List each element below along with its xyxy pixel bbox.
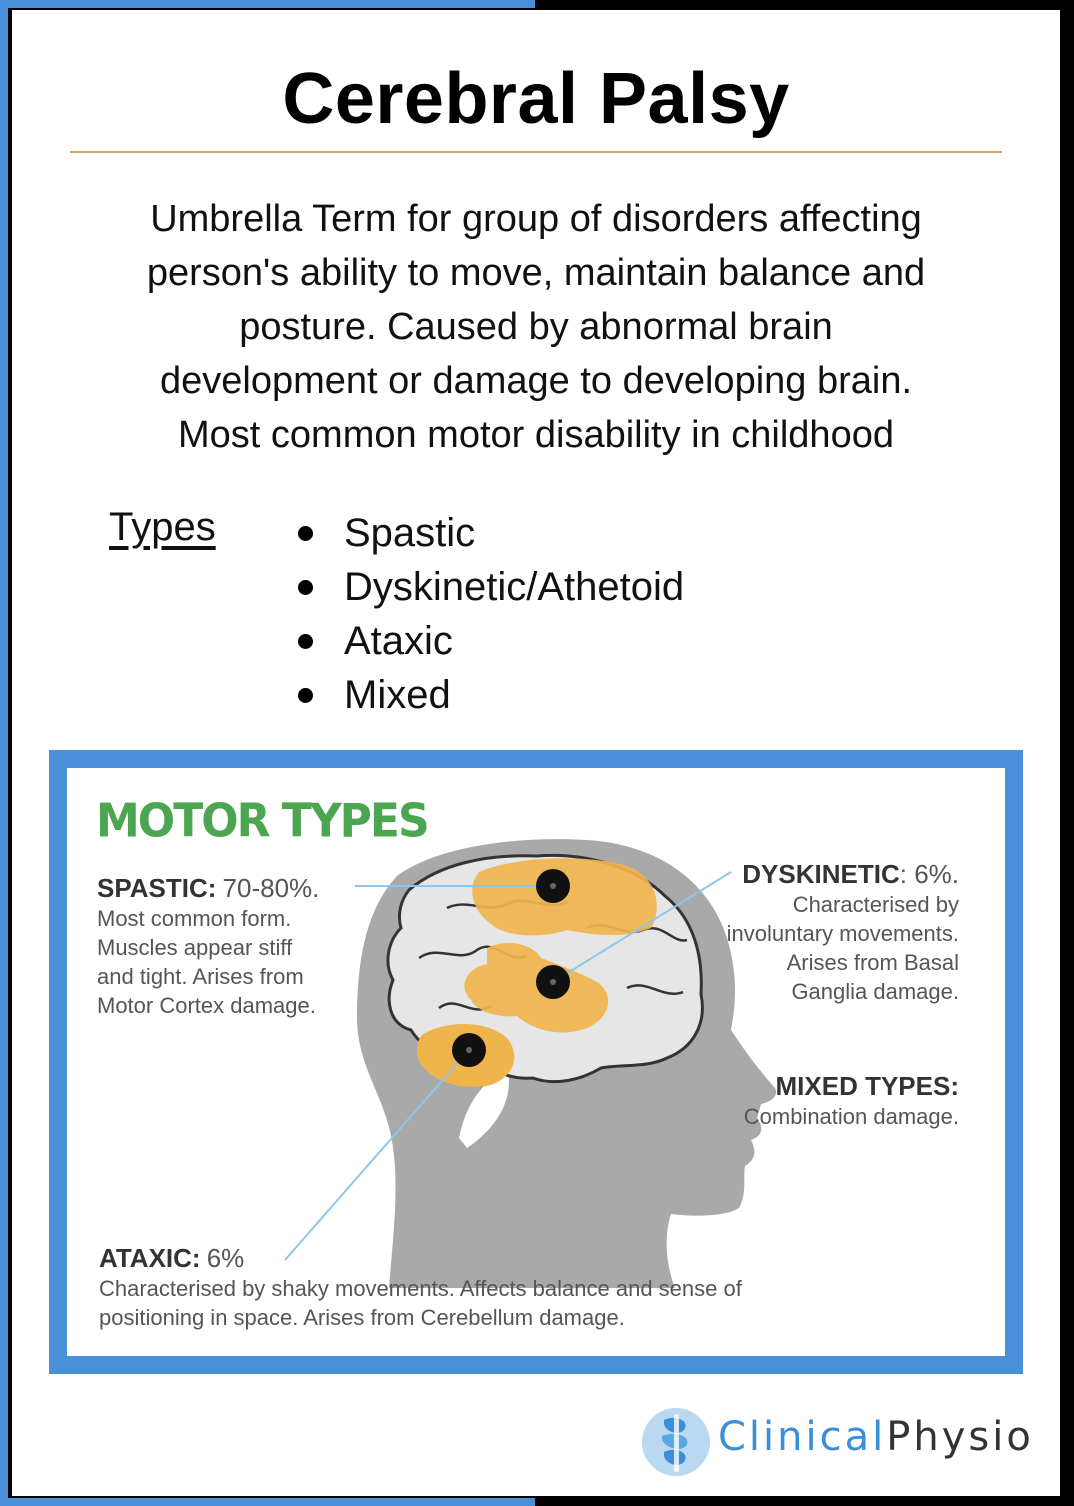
- bullet-icon: [298, 526, 313, 541]
- title-divider: [70, 151, 1002, 153]
- description-line: Umbrella Term for group of disorders affecting: [150, 198, 922, 240]
- type-label: Dyskinetic/Athetoid: [344, 565, 685, 609]
- logo-text-physio: Physio: [886, 1414, 1034, 1460]
- page-title: Cerebral Palsy: [282, 59, 790, 139]
- bullet-icon: [298, 634, 313, 649]
- info-card: [12, 10, 1060, 1496]
- types-list-item: [294, 614, 684, 668]
- ataxic-name: ATAXIC:: [99, 1243, 201, 1273]
- mixed-desc-line: Combination damage.: [743, 1104, 959, 1129]
- ataxic-marker-dot: [466, 1047, 472, 1053]
- dyskinetic-desc-line: Arises from Basal: [786, 950, 959, 975]
- dyskinetic-desc-line: Characterised by: [792, 892, 959, 917]
- frame-accent-top: [0, 0, 535, 8]
- types-list: [294, 506, 684, 722]
- logo-wordmark: [718, 1414, 1034, 1460]
- types-list-item: [294, 560, 684, 614]
- spastic-name: SPASTIC:: [97, 873, 217, 903]
- description: [52, 192, 1020, 462]
- dyskinetic-name: DYSKINETIC: [742, 859, 900, 889]
- mixed-name: MIXED TYPES:: [775, 1071, 959, 1101]
- spastic-percent: 70-80%.: [222, 873, 320, 903]
- types-heading: Types: [109, 505, 216, 549]
- dyskinetic-percent: : 6%.: [899, 859, 959, 889]
- dyskinetic-desc-line: involuntary movements.: [726, 921, 959, 946]
- spastic-desc-line: Most common form.: [97, 906, 292, 931]
- types-list-item: [294, 506, 684, 560]
- motor-types-title: MOTOR TYPES: [96, 794, 428, 849]
- motor-types-inner: [67, 768, 1005, 1356]
- spastic-marker-dot: [550, 883, 556, 889]
- type-label: Spastic: [344, 511, 476, 555]
- frame-accent-left: [0, 0, 8, 1506]
- spastic-label: [97, 874, 357, 1020]
- description-line: development or damage to developing brain.: [159, 360, 913, 402]
- spastic-desc-line: Motor Cortex damage.: [97, 993, 316, 1018]
- dyskinetic-desc-line: Ganglia damage.: [791, 979, 959, 1004]
- clinical-physio-logo: [638, 1402, 1058, 1482]
- ataxic-desc-line: positioning in space. Arises from Cerebellum damage.: [99, 1305, 625, 1330]
- dyskinetic-marker-dot: [550, 979, 556, 985]
- motor-types-panel: [49, 750, 1023, 1374]
- spastic-desc-line: and tight. Arises from: [97, 964, 304, 989]
- mixed-label: [697, 1072, 959, 1131]
- bullet-icon: [298, 580, 313, 595]
- spastic-desc-line: Muscles appear stiff: [97, 935, 293, 960]
- frame-accent-bottom: [0, 1498, 535, 1506]
- ataxic-desc-line: Characterised by shaky movements. Affects balance and sense of: [99, 1276, 742, 1301]
- bullet-icon: [298, 688, 313, 703]
- description-line: Most common motor disability in childhood: [178, 414, 894, 456]
- ataxic-label: [99, 1244, 919, 1332]
- description-line: posture. Caused by abnormal brain: [239, 306, 833, 348]
- ataxic-percent: 6%: [206, 1243, 245, 1273]
- type-label: Ataxic: [344, 619, 453, 663]
- type-label: Mixed: [344, 673, 451, 717]
- types-list-item: [294, 668, 684, 722]
- dyskinetic-label: [697, 860, 959, 1006]
- description-line: person's ability to move, maintain balance and: [146, 252, 926, 294]
- logo-text-clinical: Clinical: [718, 1414, 887, 1460]
- spine-logo-icon: [638, 1402, 714, 1482]
